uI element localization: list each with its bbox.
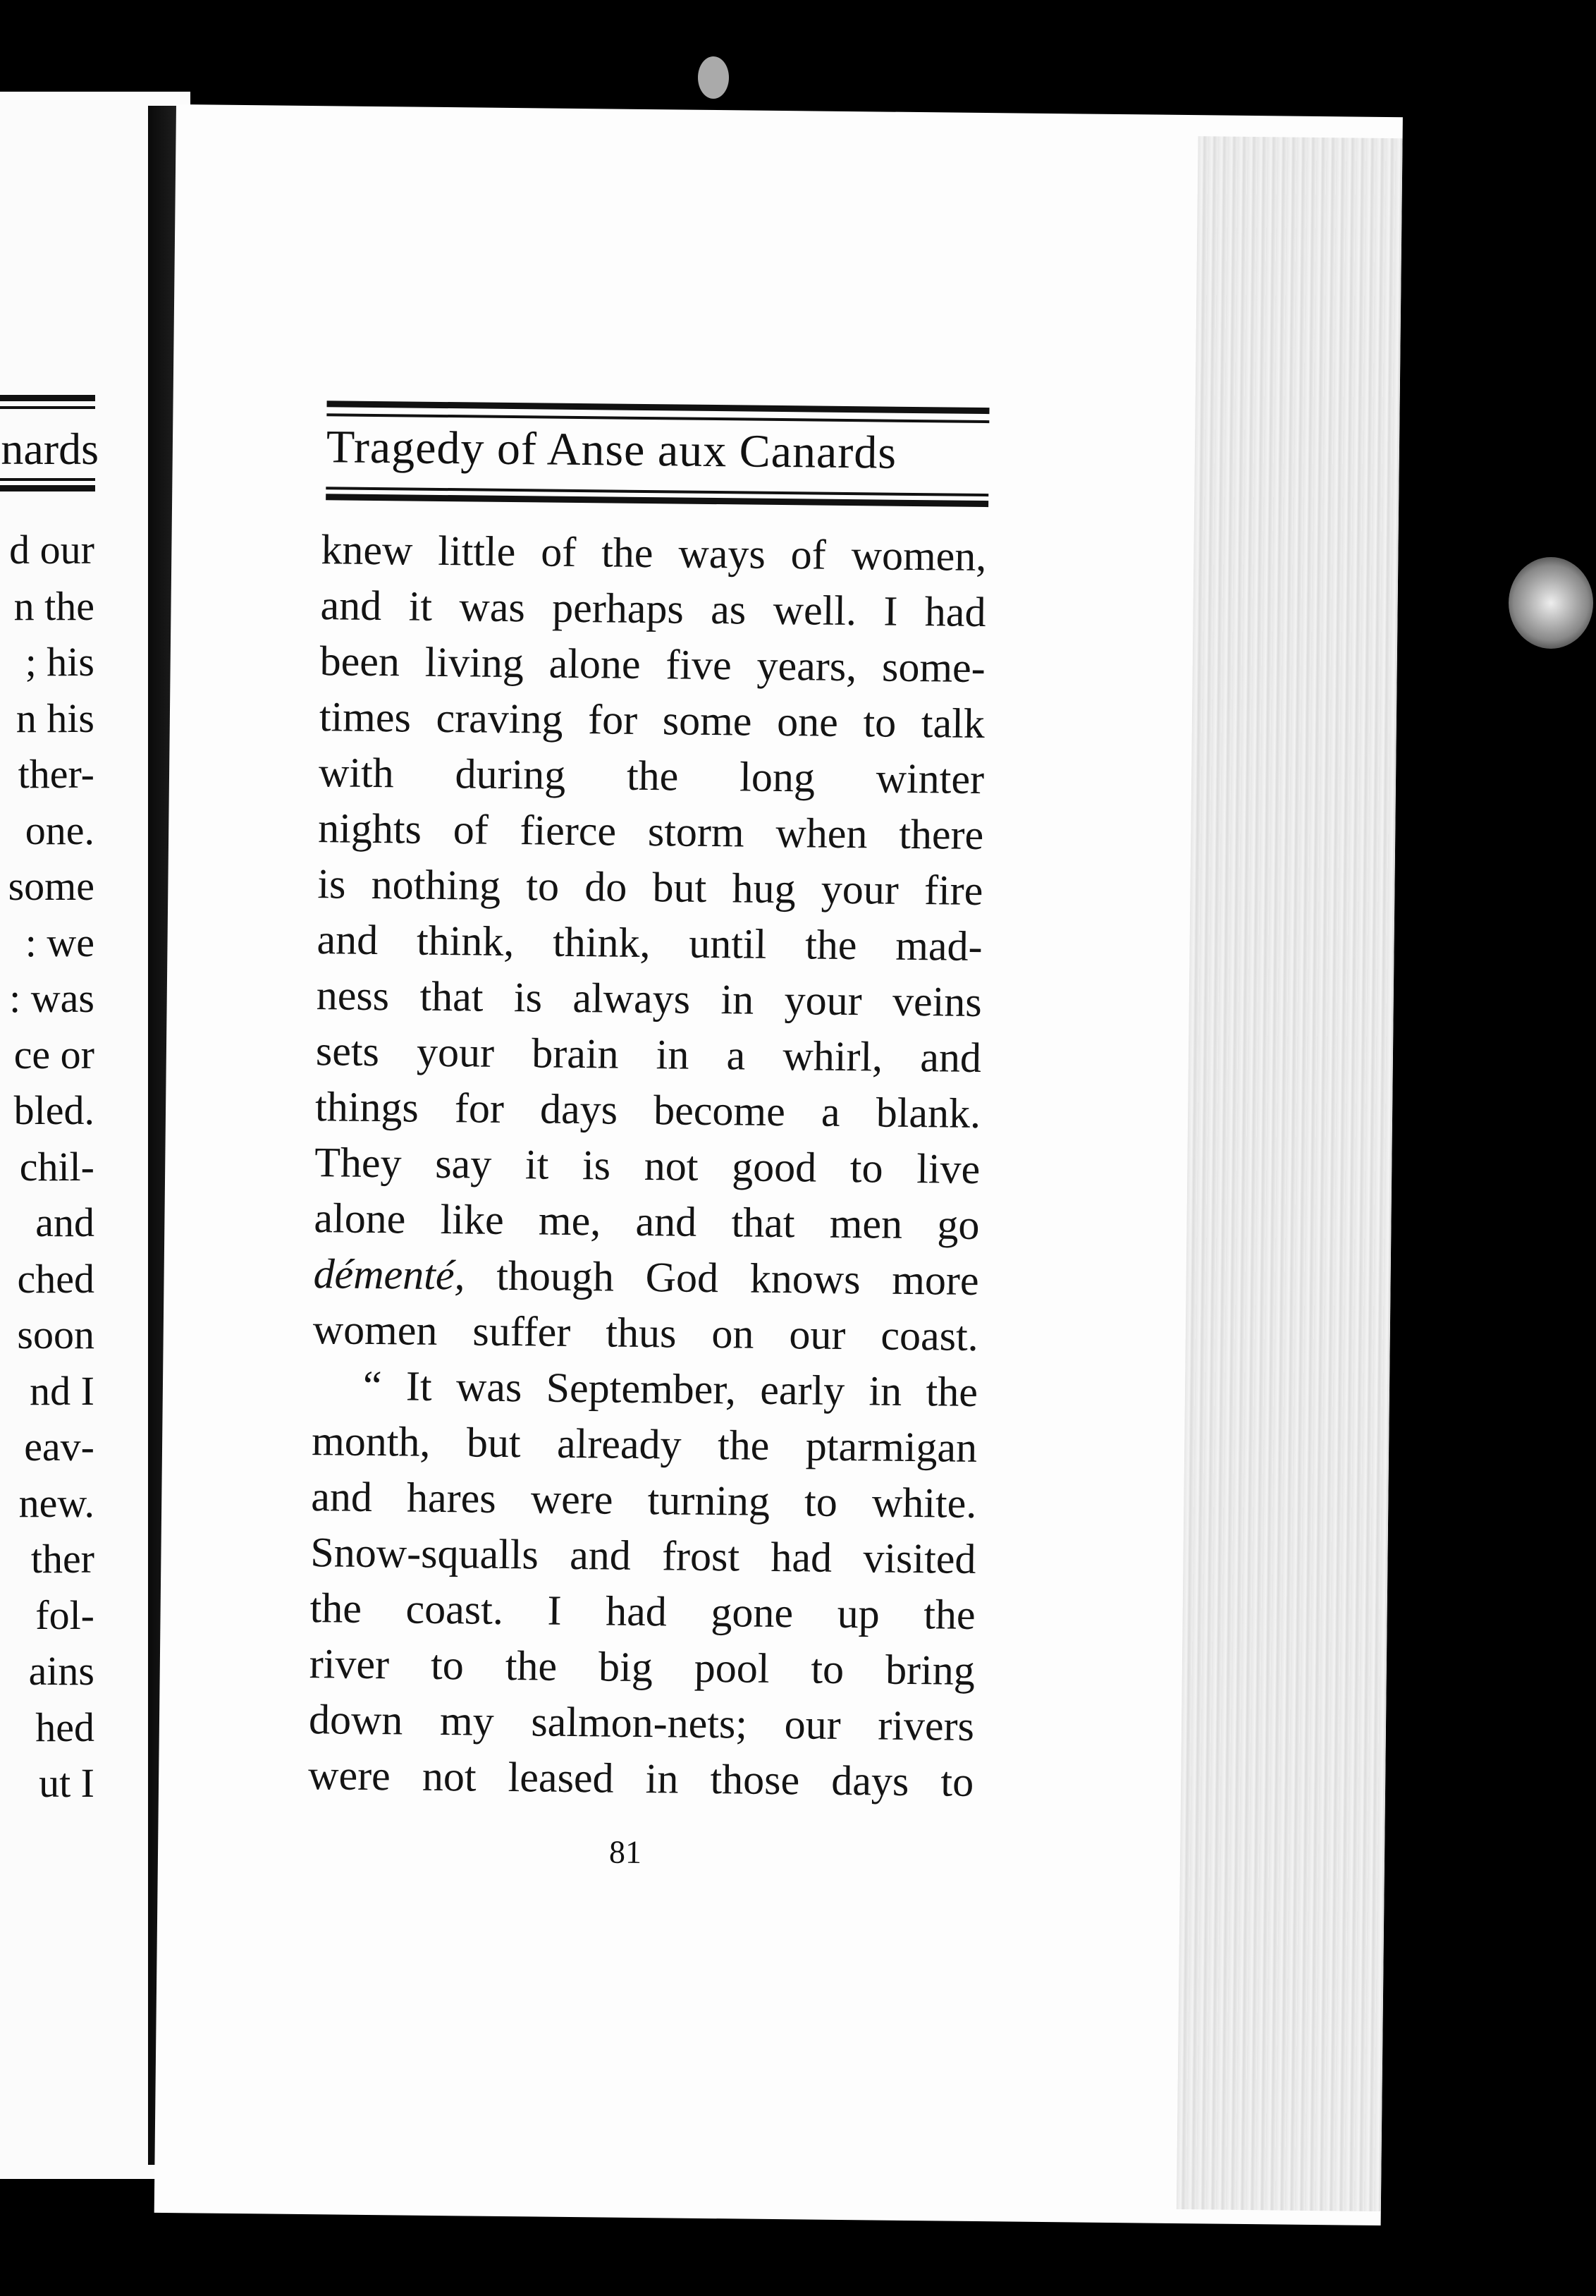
left-text-line: : we: [25, 919, 94, 965]
left-text-line: hed: [35, 1704, 94, 1750]
text-line: river to the big pool to bring: [309, 1640, 976, 1694]
text-line: and think, think, until the mad-: [317, 916, 983, 970]
left-header-rule: [0, 485, 95, 491]
left-text-line: ther: [30, 1536, 94, 1582]
header-rule-bottom: [326, 494, 988, 507]
left-header-rule: [0, 406, 95, 409]
italic-word: démenté,: [313, 1250, 465, 1299]
text-line: things for days become a blank.: [314, 1083, 981, 1137]
header-rule-top: [327, 401, 990, 414]
left-text-line: ains: [28, 1648, 94, 1694]
text-line: the coast. I had gone up the: [309, 1584, 976, 1638]
text-line: with during the long winter: [318, 749, 985, 803]
left-text-line: some: [8, 863, 94, 909]
text-line: and it was perhaps as well. I had: [320, 582, 986, 636]
text-run: though God knows more: [496, 1252, 979, 1305]
left-text-line: chil-: [19, 1143, 94, 1190]
left-text-line: : was: [9, 975, 94, 1021]
body-text: [308, 522, 987, 1810]
text-line: times craving for some one to talk: [319, 693, 986, 747]
text-line-italic: [313, 1246, 979, 1309]
left-text-line: ce or: [13, 1031, 94, 1077]
left-header-rule: [0, 478, 95, 481]
text-line: nights of fierce storm when there: [317, 805, 984, 859]
text-line: is nothing to do but hug your fire: [317, 860, 983, 915]
text-line: ness that is always in your veins: [316, 972, 983, 1026]
left-running-head-fragment: nards: [1, 424, 99, 474]
running-head: Tragedy of Anse aux Canards: [326, 421, 897, 479]
text-line: They say it is not good to live: [314, 1139, 981, 1193]
left-text-line: fol-: [35, 1592, 94, 1638]
text-line: Snow-squalls and frost had visited: [310, 1529, 976, 1582]
text-line: were not leased in those days to: [307, 1752, 974, 1805]
right-page: [154, 104, 1403, 2225]
left-text-line: n the: [13, 582, 94, 629]
text-line: sets your brain in a whirl, and: [315, 1027, 982, 1082]
text-line: women suffer thus on our coast.: [312, 1306, 979, 1360]
left-text-line: n his: [16, 695, 94, 741]
left-text-line: ther-: [18, 751, 94, 797]
left-text-line: ut I: [39, 1760, 94, 1806]
left-header-rule: [0, 395, 95, 401]
text-line: and hares were turning to white.: [310, 1473, 977, 1527]
left-text-line: new.: [18, 1479, 94, 1526]
text-line: down my salmon-nets; our rivers: [308, 1696, 975, 1750]
left-text-line: bled.: [13, 1087, 94, 1133]
left-text-line: d our: [9, 527, 94, 573]
text-line: knew little of the ways of women,: [321, 526, 987, 580]
left-text-line: eav-: [24, 1424, 94, 1470]
left-text-line: ched: [17, 1255, 94, 1302]
text-line: alone like me, and that men go: [314, 1195, 980, 1249]
left-text-line: one.: [25, 807, 94, 853]
scan-glare: [1509, 557, 1593, 649]
page-number: 81: [608, 1833, 642, 1871]
left-text-line: nd I: [30, 1367, 94, 1414]
text-line: month, but already the ptarmigan: [311, 1417, 978, 1471]
left-text-line: ; his: [25, 639, 94, 685]
text-line: been living alone five years, some-: [319, 637, 986, 692]
scan-blemish: [698, 56, 729, 99]
left-page-text: [8, 522, 94, 1812]
page-edges: [1177, 136, 1403, 2211]
paragraph-first-line: “ It was September, early in the: [362, 1362, 978, 1416]
left-text-line: soon: [17, 1312, 94, 1357]
left-text-line: and: [35, 1199, 94, 1245]
